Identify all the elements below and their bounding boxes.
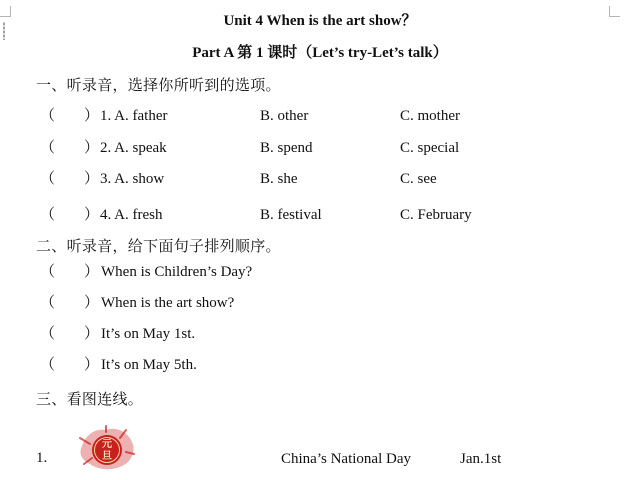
option-b: B. festival bbox=[260, 207, 322, 223]
option-a: 1. A. father bbox=[100, 108, 168, 124]
sentence: It’s on May 1st. bbox=[101, 326, 196, 342]
section-3-heading: 三、看图连线。 bbox=[36, 390, 144, 408]
option-a: 3. A. show bbox=[100, 171, 165, 187]
sentence: It’s on May 5th. bbox=[101, 357, 197, 373]
match-item-number: 1. bbox=[36, 450, 48, 466]
worksheet-subtitle: Part A 第 1 课时（Let’s try-Let’s talk） bbox=[192, 45, 448, 61]
option-c: C. see bbox=[400, 171, 437, 187]
option-c: C. special bbox=[400, 140, 460, 156]
svg-text:元: 元 bbox=[102, 439, 112, 450]
option-a: 4. A. fresh bbox=[100, 207, 163, 223]
option-a: 2. A. speak bbox=[100, 140, 167, 156]
new-year-stamp-icon[interactable] bbox=[76, 424, 138, 472]
worksheet-title: Unit 4 When is the art show？ bbox=[223, 13, 417, 29]
option-b: B. other bbox=[260, 108, 309, 124]
svg-text:旦: 旦 bbox=[102, 451, 112, 462]
match-option-holiday: China’s National Day bbox=[281, 451, 411, 467]
sentence: When is the art show? bbox=[101, 295, 235, 311]
option-b: B. spend bbox=[260, 140, 313, 156]
option-c: C. February bbox=[400, 207, 472, 223]
option-c: C. mother bbox=[400, 108, 460, 124]
match-option-date: Jan.1st bbox=[460, 451, 502, 467]
section-1-heading: 一、听录音，选择你所听到的选项。 bbox=[36, 76, 281, 94]
section-2-heading: 二、听录音，给下面句子排列顺序。 bbox=[36, 237, 281, 255]
option-b: B. she bbox=[260, 171, 298, 187]
sentence: When is Children’s Day? bbox=[101, 264, 253, 280]
